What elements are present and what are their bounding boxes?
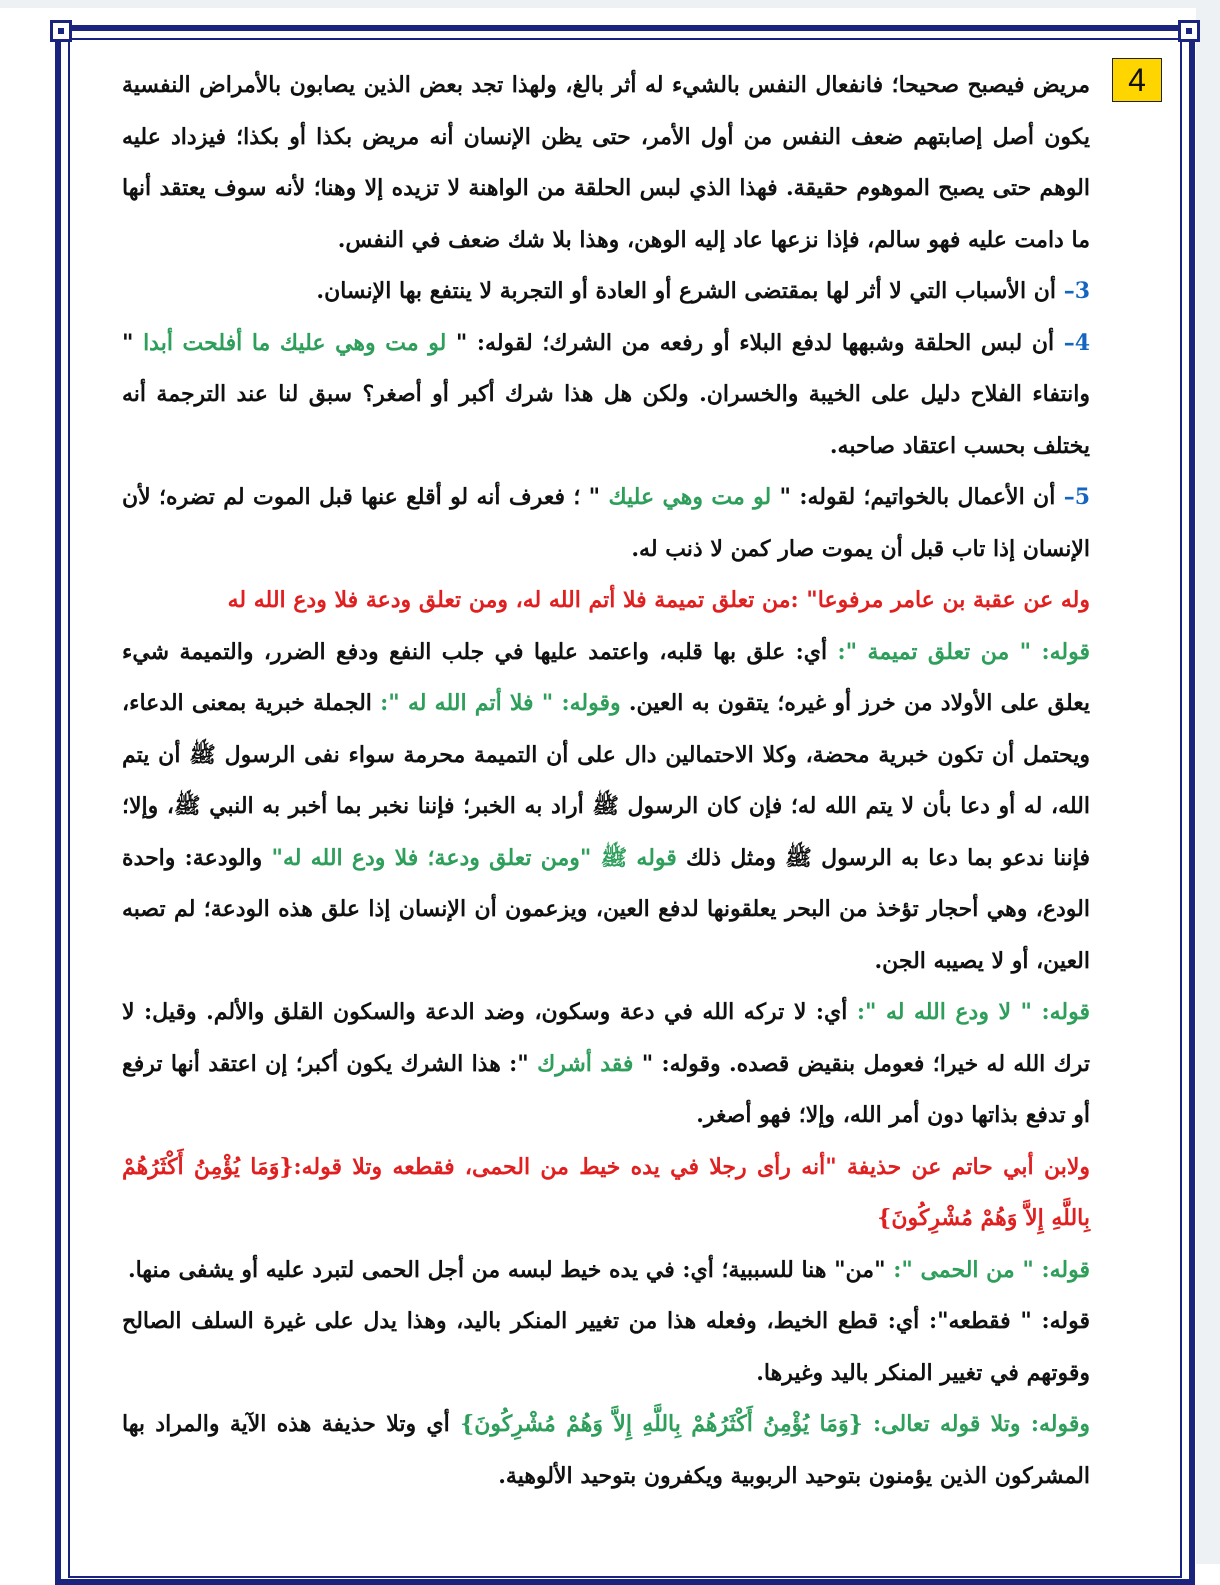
paragraph-p1 [122,60,1090,266]
text-segment: ": هذا الشرك يكون أكبر؛ إن اعتقد أنها ترفع أو تدفع بذاتها دون أمر الله، وإلا؛ فهو أصغر. [122,1050,1090,1128]
paragraph-p8 [122,1142,1090,1245]
text-segment: وقوله: " فلا أتم الله له ": [380,690,621,716]
page-number-badge: 4 [1112,58,1162,102]
text-segment: 3– [1063,278,1090,304]
right-scroll-margin [1196,0,1220,1564]
text-segment: أي: لا تركه الله في دعة وسكون، وضد الدعة والسكون القلق والألم. وقيل: لا ترك الله له خيرا؛ فعومل بنقيض قصده. وقوله: " [122,999,1090,1077]
text-segment: " ؛ فعرف أنه لو أقلع عنها قبل الموت لم تضره؛ لأن الإنسان إذا تاب قبل أن يموت صار كمن لا ذنب له. [122,484,1090,562]
paragraph-p5 [122,575,1090,627]
text-segment: لو مت وهي عليك [608,484,772,510]
text-segment: مريض فيصبح صحيحا؛ فانفعال النفس بالشيء له أثر بالغ، ولهذا تجد بعض الذين يصابون بالأمراض النفسية يكون أصل إصابتهم ضعف النفس من أول الأمر، حتى يظن الإنسان أنه مريض بكذا أو بكذا؛ فيزداد عليه الوهم حتى يصبح الموهوم حقيقة. فهذا الذي لبس الحلقة من الواهنة لا تزيده إلا وهنا؛ لأنه سوف يعتقد أنها ما دامت عليه فهو سالم، فإذا نزعها عاد إليه الوهن، وهذا بلا شك ضعف في النفس. [122,72,1090,253]
paragraph-p4 [122,472,1090,575]
text-segment: الجملة خبرية بمعنى الدعاء، ويحتمل أن تكون خبرية محضة، وكلا الاحتمالين دال على أن التميمة محرمة سواء نفى الرسول ﷺ أن يتم الله، له أو دعا بأن لا يتم الله له؛ فإن كان الرسول ﷺ أراد به الخبر؛ فإننا نخبر بما أخبر به النبي ﷺ، وإلا؛ فإننا ندعو بما دعا به الرسول ﷺ ومثل ذلك [122,690,1090,871]
text-segment: والودعة: واحدة الودع، وهي أحجار تؤخذ من البحر يعلقونها لدفع العين، ويزعمون أن الإنسان إذا علق هذه الودعة؛ لم تصبه العين، أو لا يصيبه الجن. [122,844,1090,974]
text-segment: أن الأعمال بالخواتيم؛ لقوله: " [771,484,1064,510]
paragraph-p2 [122,266,1090,318]
text-segment: قوله: " فقطعه": أي: قطع الخيط، وفعله هذا من تغيير المنكر باليد، وهذا يدل على غيرة السلف الصالح وقوتهم في تغيير المنكر باليد وغيرها. [122,1308,1090,1386]
text-segment: وله عن عقبة بن عامر مرفوعا" :من تعلق تميمة فلا أتم الله له، ومن تعلق ودعة فلا ودع الله له [227,587,1090,613]
top-strip [0,0,1220,8]
text-segment: فقد أشرك [537,1050,634,1077]
corner-ornament-right [1178,20,1200,42]
text-segment: 4– [1063,329,1090,356]
corner-ornament-left [50,20,72,42]
text-segment: "من" هنا للسببية؛ أي: في يده خيط لبسه من أجل الحمى لتبرد عليه أو يشفى منها. [127,1256,894,1283]
text-segment: قوله: " لا ودع الله له ": [856,999,1090,1025]
text-segment: قوله: " من تعلق تميمة ": [837,638,1091,665]
text-segment: " وانتفاء الفلاح دليل على الخيبة والخسران. ولكن هل هذا شرك أكبر أو أصغر؟ سبق لنا عند الترجمة أنه يختلف بحسب اعتقاد صاحبه. [122,329,1090,459]
paragraph-p10 [122,1296,1090,1399]
text-segment: أن الأسباب التي لا أثر لها بمقتضى الشرع أو العادة أو التجربة لا ينتفع بها الإنسان. [316,278,1064,304]
paragraph-p6 [122,627,1090,988]
paragraph-p7 [122,987,1090,1142]
text-segment: لو مت وهي عليك ما أفلحت أبدا [143,329,447,356]
paragraph-p9 [122,1245,1090,1297]
text-segment: ولابن أبي حاتم عن حذيفة "أنه رأى رجلا في يده خيط من الحمى، فقطعه وتلا قوله:{وَمَا يُؤْمِنُ أَكْثَرُهُمْ بِاللَّهِ إِلاَّ وَهُمْ مُشْرِكُونَ} [122,1153,1090,1231]
text-segment: أي وتلا حذيفة هذه الآية والمراد بها المشركون الذين يؤمنون بتوحيد الربوبية ويكفرون بتوحيد الألوهية. [122,1411,1090,1489]
text-segment: أن لبس الحلقة وشبهها لدفع البلاء أو رفعه من الشرك؛ لقوله: " [446,329,1064,356]
text-segment: 5– [1063,484,1090,510]
paragraph-p3 [122,318,1090,473]
text-segment: قوله: " من الحمى ": [893,1256,1090,1283]
text-segment: أي: علق بها قلبه، واعتمد عليها في جلب النفع ودفع الضرر، والتميمة شيء يعلق على الأولاد من خرز أو غيره؛ يتقون به العين. [122,638,1090,716]
document-body [122,60,1090,1502]
paragraph-p11 [122,1399,1090,1502]
text-segment: وقوله: وتلا قوله تعالى: {وَمَا يُؤْمِنُ أَكْثَرُهُمْ بِاللَّهِ إِلاَّ وَهُمْ مُشْرِكُونَ} [460,1411,1091,1437]
text-segment: قوله ﷺ "ومن تعلق ودعة؛ فلا ودع الله له" [271,844,677,871]
